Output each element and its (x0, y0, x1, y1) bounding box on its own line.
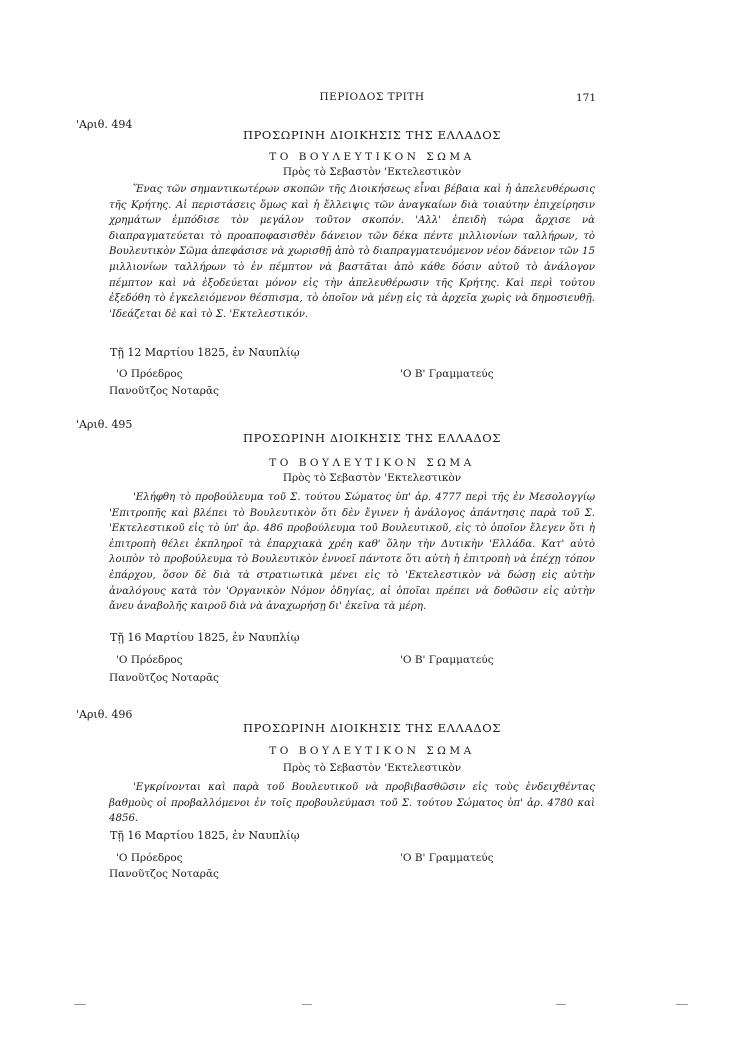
document-addressee: Πρὸς τὸ Σεβαστὸν 'Εκτελεστικὸν (282, 762, 462, 774)
president-label: 'Ο Πρόεδρος (116, 852, 183, 864)
document-date: Τῇ 16 Μαρτίου 1825, ἐν Ναυπλίῳ (110, 631, 300, 644)
document-body: 'Εγκρίνονται καὶ παρὰ τοῦ Βουλευτικοῦ νὰ προβιβασθῶσιν εἰς τοὺς ἐνδειχθέντας βαθμοὺς οἱ προβαλλόμενοι ἐν τοῖς προβουλεύμασι τοῦ Σ. τούτου Σώματος ὑπ' ἀρ. 4780 καὶ 4856. (109, 782, 595, 825)
document-number: 'Αριθ. 495 (76, 418, 133, 431)
document-title: ΠΡΟΣΩΡΙΝΗ ΔΙΟΙΚΗΣΙΣ ΤΗΣ ΕΛΛΑΔΟΣ (242, 128, 502, 142)
document-title: ΠΡΟΣΩΡΙΝΗ ΔΙΟΙΚΗΣΙΣ ΤΗΣ ΕΛΛΑΔΟΣ (242, 431, 502, 445)
document-title: ΠΡΟΣΩΡΙΝΗ ΔΙΟΙΚΗΣΙΣ ΤΗΣ ΕΛΛΑΔΟΣ (242, 721, 502, 735)
document-addressee: Πρὸς τὸ Σεβαστὸν 'Εκτελεστικὸν (282, 472, 462, 484)
document-body: 'Ελήφθη τὸ προβούλευμα τοῦ Σ. τούτου Σώματος ὑπ' ἀρ. 4777 περὶ τῆς ἐν Μεσολογγίῳ 'Επιτροπῆς καὶ βλέπει τὸ Βουλευτικὸν ὅτι δὲν ἔγινεν ἡ ἀνάλογος ἀπάντησις παρὰ τοῦ Σ. 'Εκτελεστικοῦ εἰς τὸ ὑπ' ἀρ. 486 προβούλευμα τοῦ Βουλευτικοῦ, εἰς τὸ ὁποῖον ἔλεγεν ὅτι ἡ ἐπιτροπὴ θέλει ἐκπληροῖ τὰ ἐπαρχιακὰ χρέη καθ' ὅλην τὴν Δυτικὴν 'Ελλάδα. Κατ' αὐτὸ λοιπὸν τὸ προβούλευμα τὸ Βουλευτικὸν ἐννοεῖ πάντοτε ὅτι αὐτὴ ἡ ἐπιτροπὴ νὰ ἐπέχῃ τόπον ἐπάρχου, ὅσον δὲ διὰ τὰ στρατιωτικὰ μένει εἰς τὸ 'Εκτελεστικὸν νὰ δώσῃ εἰς αὐτὴν ἀναλόγους κατὰ τὸν 'Οργανικὸν Νόμον ὁδηγίας, αἱ ὁποῖαι πρέπει νὰ δοθῶσιν εἰς αὐτὴν ἄνευ ἀναβολῆς καιροῦ διὰ νὰ ἀναχωρήσῃ δι' ἐκεῖνα τὰ μέρη. (109, 492, 595, 613)
document-subtitle: ΤΟ ΒΟΥΛΕΥΤΙΚΟΝ ΣΩΜΑ (269, 745, 475, 757)
president-name: Πανοῦτζος Νοταρᾶς (109, 672, 219, 684)
page-number: 171 (576, 92, 597, 104)
secretary-label: 'Ο Β' Γραμματεύς (400, 368, 494, 380)
document-subtitle: ΤΟ ΒΟΥΛΕΥΤΙΚΟΝ ΣΩΜΑ (269, 457, 475, 469)
document-body: Ἕνας τῶν σημαντικωτέρων σκοπῶν τῆς Διοικήσεως εἶναι βέβαια καὶ ἡ ἀπελευθέρωσις τῆς Κρήτης. Αἱ περιστάσεις ὅμως καὶ ἡ ἔλλειψις τῶν ἀναγκαίων διὰ τοιαύτην ἐπιχείρησιν χρημάτων ἐμπόδισε τὸν μεγάλον τοῦτον σκοπόν. 'Αλλ' ἐπειδὴ τώρα ἄρχισε νὰ διαπραγματεύεται τὸ προαποφασισθὲν δάνειον τῶν δέκα πέντε μιλλιονίων ταλλήρων, τὸ Βουλευτικὸν Σῶμα ἀπεφάσισε νὰ χωρισθῇ ἀπὸ τὸ διαπραγματευόμενον νέον δάνειον τῶν 15 μιλλιονίων ταλλήρων τὸ ἐν πέμπτον νὰ βαστᾶται ἀπὸ κάθε δόσιν αὐτοῦ τὸ ἀνάλογον πέμπτον καὶ νὰ ἐξοδεύεται μόνον εἰς τὴν ἀπελευθέρωσιν τῆς Κρήτης. Καὶ περὶ τούτου ἐξεδόθη τὸ ἐγκελειόμενον θέσπισμα, τὸ ὁποῖον νὰ μένῃ εἰς τὰ ἀρχεῖα χωρὶς νὰ δημοσιευθῇ. 'Ιδεάζεται δὲ καὶ τὸ Σ. 'Εκτελεστικόν. (109, 184, 595, 320)
president-name: Πανοῦτζος Νοταρᾶς (109, 868, 219, 880)
document-number: 'Αριθ. 496 (76, 708, 133, 721)
secretary-label: 'Ο Β' Γραμματεύς (400, 654, 494, 666)
scan-mark (676, 1004, 688, 1005)
scan-mark (556, 1004, 566, 1005)
document-number: 'Αριθ. 494 (76, 118, 133, 131)
secretary-label: 'Ο Β' Γραμματεύς (400, 852, 494, 864)
scan-mark (302, 1004, 312, 1005)
president-name: Πανοῦτζος Νοταρᾶς (109, 385, 219, 397)
document-date: Τῇ 12 Μαρτίου 1825, ἐν Ναυπλίῳ (110, 346, 300, 359)
document-addressee: Πρὸς τὸ Σεβαστὸν 'Εκτελεστικὸν (282, 166, 462, 178)
president-label: 'Ο Πρόεδρος (116, 368, 183, 380)
president-label: 'Ο Πρόεδρος (116, 654, 183, 666)
document-subtitle: ΤΟ ΒΟΥΛΕΥΤΙΚΟΝ ΣΩΜΑ (269, 151, 475, 163)
scan-mark (74, 1004, 86, 1005)
running-head: ΠΕΡΙΟΔΟΣ ΤΡΙΤΗ (319, 91, 425, 103)
document-date: Τῇ 16 Μαρτίου 1825, ἐν Ναυπλίῳ (110, 829, 300, 842)
